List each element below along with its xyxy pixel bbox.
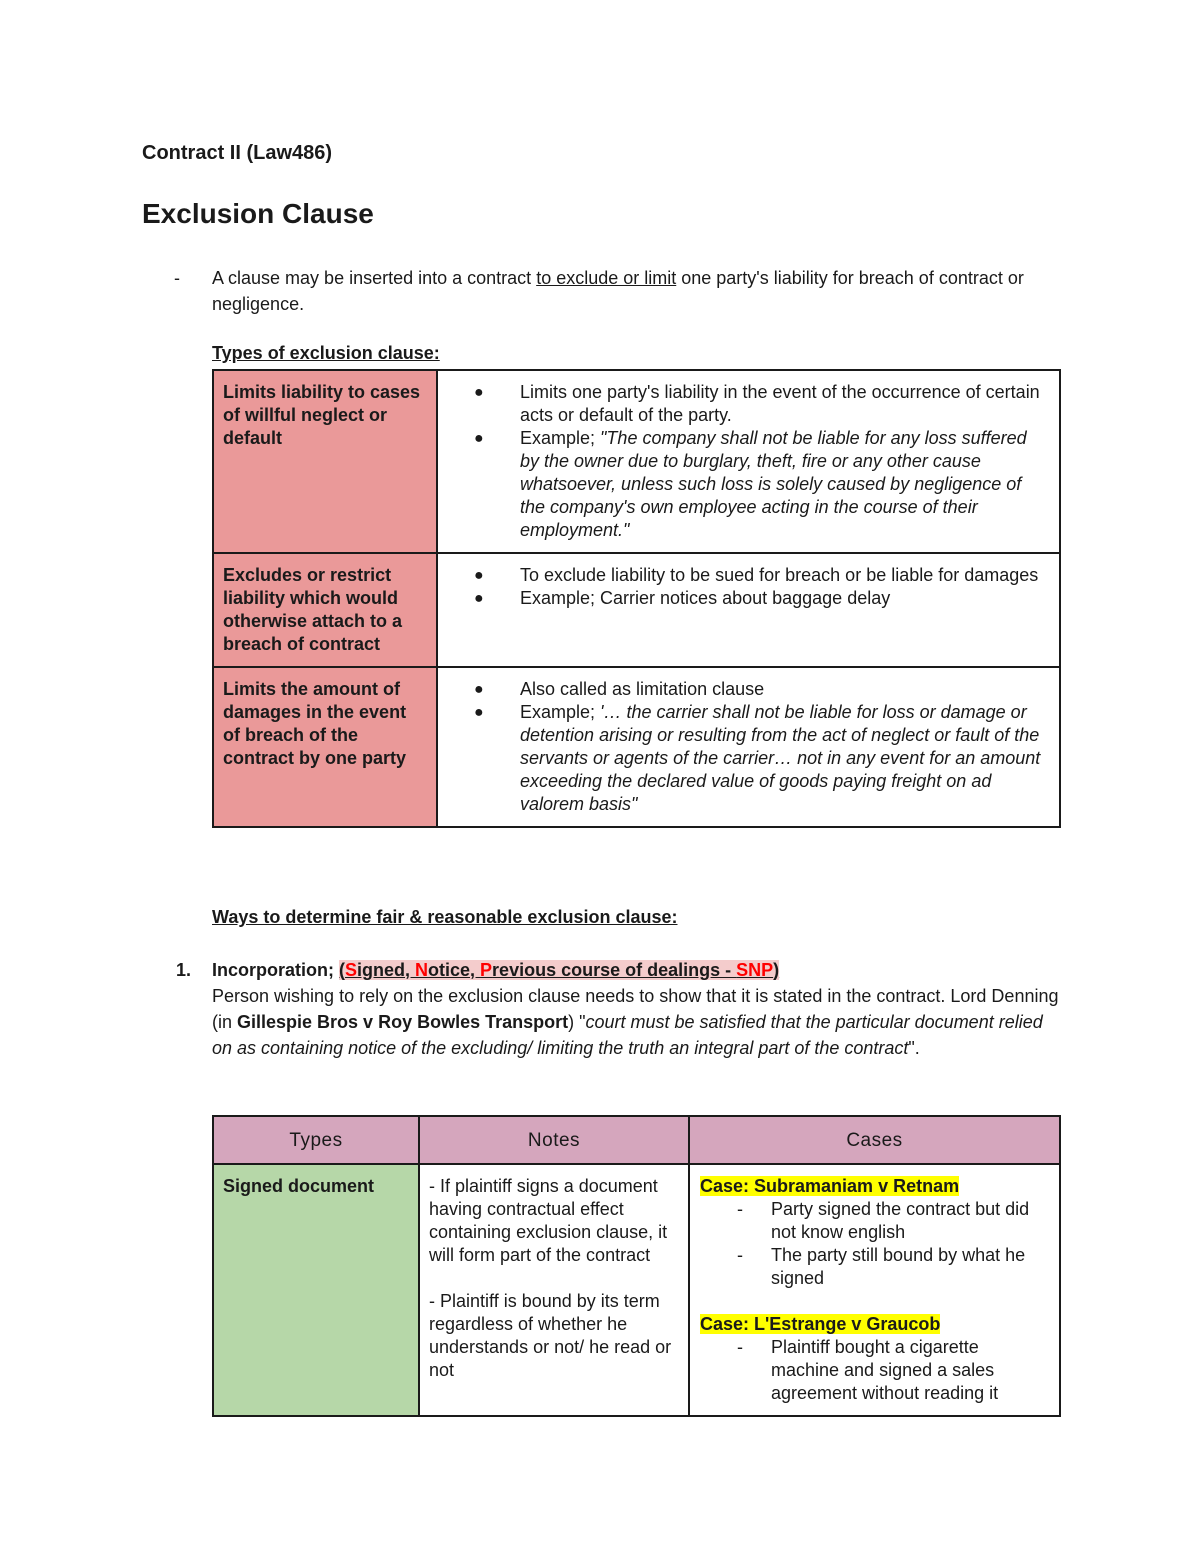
intro-paragraph xyxy=(142,265,1042,317)
type-description xyxy=(437,553,1060,667)
bullet-text: Limits one party's liability in the event of the occurrence of certain acts or default of the party. xyxy=(520,382,1040,425)
bullet-text: Example; Carrier notices about baggage delay xyxy=(520,588,891,608)
type-label: Excludes or restrict liability which would otherwise attach to a breach of contract xyxy=(213,553,437,667)
item-text: ) " xyxy=(568,1012,586,1032)
snp-acronym: SNP xyxy=(736,960,774,980)
dash-icon: - xyxy=(737,1337,743,1357)
bullet-text: Example; xyxy=(520,702,601,722)
bullet-icon: ● xyxy=(474,681,484,698)
type-label: Limits liability to cases of willful neglect or default xyxy=(213,370,437,553)
snp-open: ( xyxy=(339,960,345,980)
item-text: ". xyxy=(908,1038,920,1058)
intro-text-before: A clause may be inserted into a contract xyxy=(212,268,537,288)
item-heading xyxy=(212,957,1066,983)
case-point: Plaintiff bought a cigarette machine and signed a sales agreement without reading it xyxy=(771,1337,999,1403)
types-heading: Types of exclusion clause: xyxy=(212,343,440,363)
bullet-icon: ● xyxy=(474,384,484,401)
snp-n-rest: otice, xyxy=(428,960,481,980)
page-title: Exclusion Clause xyxy=(142,198,374,229)
intro-text-after: one party's liability for breach of contract or negligence. xyxy=(212,268,1024,314)
list-item xyxy=(474,678,1045,701)
table-row xyxy=(213,370,1060,553)
header-types: Types xyxy=(213,1116,419,1164)
example-quote: '… the carrier shall not be liable for loss or damage or detention arising or resulting from the act of neglect or fault of the servants or agents of the carrier… not in any event for an amount exceeding the declared value of goods paying freight on ad valorem basis" xyxy=(520,702,1041,814)
type-description xyxy=(437,370,1060,553)
snp-n: N xyxy=(415,960,429,980)
list-item xyxy=(700,1336,1051,1405)
bullet-icon: ● xyxy=(474,704,484,721)
types-table xyxy=(212,369,1061,828)
list-item xyxy=(474,427,1045,542)
case-name: Gillespie Bros v Roy Bowles Transport xyxy=(237,1012,569,1032)
table-row xyxy=(213,667,1060,827)
case-title: Case: L'Estrange v Graucob xyxy=(700,1314,941,1334)
list-item xyxy=(474,564,1045,587)
type-label: Limits the amount of damages in the event of breach of the contract by one party xyxy=(213,667,437,827)
bullet-text: Also called as limitation clause xyxy=(520,679,765,699)
denning-quote: court must be satisfied that the particular document relied on as containing notice of the excluding/ limiting the truth an integral part of the contract xyxy=(212,1012,1043,1058)
table-row xyxy=(213,1164,1060,1416)
list-item xyxy=(700,1244,1051,1290)
type-description xyxy=(437,667,1060,827)
bullet-text: To exclude liability to be sued for breach or be liable for damages xyxy=(520,565,1039,585)
bullet-icon: ● xyxy=(474,590,484,607)
ways-heading: Ways to determine fair & reasonable exclusion clause: xyxy=(212,907,678,927)
cases-cell xyxy=(689,1164,1060,1416)
course-title: Contract II (Law486) xyxy=(142,142,333,164)
snp-mnemonic xyxy=(339,960,779,980)
snp-p: P xyxy=(480,960,493,980)
bullet-icon: ● xyxy=(474,567,484,584)
table-header-row xyxy=(213,1116,1060,1164)
incorporation-table xyxy=(212,1115,1061,1417)
header-notes: Notes xyxy=(419,1116,689,1164)
item-text: Person wishing to rely on the exclusion clause needs to show that it is stated in the contract. Lord Denning (in xyxy=(212,986,1059,1032)
bullet-text: Example; xyxy=(520,428,601,448)
numbered-item-incorporation xyxy=(176,957,1066,1061)
snp-close: ) xyxy=(773,960,780,980)
notes-cell xyxy=(419,1164,689,1416)
dash-icon: - xyxy=(737,1199,743,1219)
list-item xyxy=(700,1198,1051,1244)
case-title: Case: Subramaniam v Retnam xyxy=(700,1176,960,1196)
item-content xyxy=(212,957,1066,1061)
case-point: Party signed the contract but did not know english xyxy=(771,1199,1030,1242)
snp-s: S xyxy=(345,960,358,980)
example-quote: "The company shall not be liable for any loss suffered by the owner due to burglary, theft, fire or any other cause whatsoever, unless such loss is solely caused by negligence of the company's own employee acting in the course of their employment." xyxy=(520,428,1027,540)
snp-p-rest: revious course of dealings - xyxy=(492,960,737,980)
note-text: - If plaintiff signs a document having contractual effect containing exclusion clause, it will form part of the contract xyxy=(429,1176,668,1265)
snp-s-rest: igned, xyxy=(357,960,416,980)
intro-underlined: to exclude or limit xyxy=(536,268,677,288)
note-text: - Plaintiff is bound by its term regardless of whether he understands or not/ he read or not xyxy=(429,1291,672,1380)
case-point: The party still bound by what he signed xyxy=(771,1245,1026,1288)
intro-dash: - xyxy=(174,268,180,288)
list-item xyxy=(474,381,1045,427)
item-title: Incorporation; xyxy=(212,960,339,980)
header-cases: Cases xyxy=(689,1116,1060,1164)
list-item xyxy=(474,587,1045,610)
item-body xyxy=(212,983,1066,1061)
table-row xyxy=(213,553,1060,667)
type-cell: Signed document xyxy=(213,1164,419,1416)
bullet-icon: ● xyxy=(474,430,484,447)
list-item xyxy=(474,701,1045,816)
item-number: 1. xyxy=(176,960,192,980)
dash-icon: - xyxy=(737,1245,743,1265)
intro-text xyxy=(212,265,1042,317)
